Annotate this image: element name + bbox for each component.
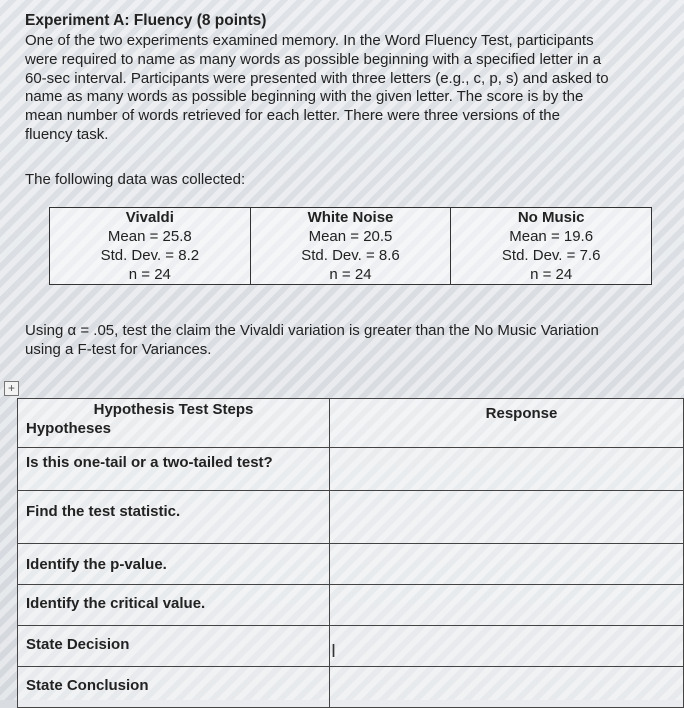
group-sd: Std. Dev. = 7.6 — [501, 247, 601, 264]
group-n: n = 24 — [329, 266, 372, 283]
step-label-cell — [18, 491, 330, 544]
hypothesis-steps-table — [17, 398, 684, 708]
group-n: n = 24 — [128, 266, 171, 283]
question-line: using a F-test for Variances. — [25, 340, 212, 358]
step-label-cell — [18, 448, 330, 491]
table-row — [18, 448, 684, 491]
table-row — [18, 626, 684, 667]
group-mean: Mean = 20.5 — [308, 228, 393, 245]
group-n: n = 24 — [530, 266, 573, 283]
step-label: Identify the critical value. — [26, 595, 206, 612]
intro-line: 60-sec interval. Participants were presented with three letters (e.g., c, p, s) and asked to — [25, 69, 609, 87]
step-label: Find the test statistic. — [26, 503, 181, 520]
response-input-cell[interactable] — [330, 448, 684, 491]
text-cursor-icon: I — [331, 641, 337, 661]
hypotheses-label: Hypotheses — [26, 420, 112, 437]
intro-paragraph — [25, 32, 684, 145]
step-label: State Conclusion — [26, 677, 149, 694]
question-line: Using α = .05, test the claim the Vivaldi variation is greater than the No Music Variation — [25, 322, 599, 339]
group-name: White Noise — [307, 209, 394, 226]
group-cell-white-noise — [250, 208, 451, 285]
header-left-cell — [18, 399, 330, 448]
table-row — [18, 399, 684, 448]
table-row — [18, 544, 684, 585]
table-move-handle-icon[interactable]: + — [4, 381, 19, 396]
intro-line: were required to name as many words as possible beginning with a specified letter in a — [25, 50, 602, 68]
group-name: Vivaldi — [125, 209, 174, 226]
group-mean: Mean = 19.6 — [509, 228, 594, 245]
step-label: State Decision — [26, 636, 130, 653]
response-header-cell[interactable] — [330, 399, 684, 448]
table-row — [18, 491, 684, 544]
group-name: No Music — [517, 209, 585, 226]
intro-line: name as many words as possible beginning with the given letter. The score is by the — [25, 88, 584, 106]
step-label-cell — [18, 585, 330, 626]
group-cell-no-music — [451, 208, 652, 285]
table-row — [18, 667, 684, 708]
data-intro: The following data was collected: — [25, 171, 246, 188]
response-input-cell[interactable] — [330, 667, 684, 708]
summary-stats-table — [49, 207, 652, 285]
group-cell-vivaldi — [50, 208, 251, 285]
response-column-header: Response — [485, 405, 558, 422]
page-title: Experiment A: Fluency (8 points) — [25, 12, 267, 29]
intro-line: fluency task. — [25, 125, 109, 143]
response-input-cell[interactable] — [330, 585, 684, 626]
step-label-cell — [18, 667, 330, 708]
response-input-cell[interactable] — [330, 491, 684, 544]
group-sd: Std. Dev. = 8.6 — [301, 247, 400, 264]
step-label: Is this one-tail or a two-tailed test? — [26, 454, 273, 471]
response-input-cell[interactable] — [330, 544, 684, 585]
step-label-cell — [18, 626, 330, 667]
group-sd: Std. Dev. = 8.2 — [100, 247, 200, 264]
steps-column-header: Hypothesis Test Steps — [93, 401, 254, 418]
table-row — [18, 585, 684, 626]
response-input-cell[interactable] — [330, 626, 684, 667]
question-text — [25, 322, 675, 359]
intro-line: One of the two experiments examined memory. In the Word Fluency Test, participants — [25, 32, 594, 49]
group-mean: Mean = 25.8 — [107, 228, 192, 245]
intro-line: mean number of words retrieved for each letter. There were three versions of the — [25, 107, 560, 125]
step-label: Identify the p-value. — [26, 556, 167, 573]
step-label-cell — [18, 544, 330, 585]
